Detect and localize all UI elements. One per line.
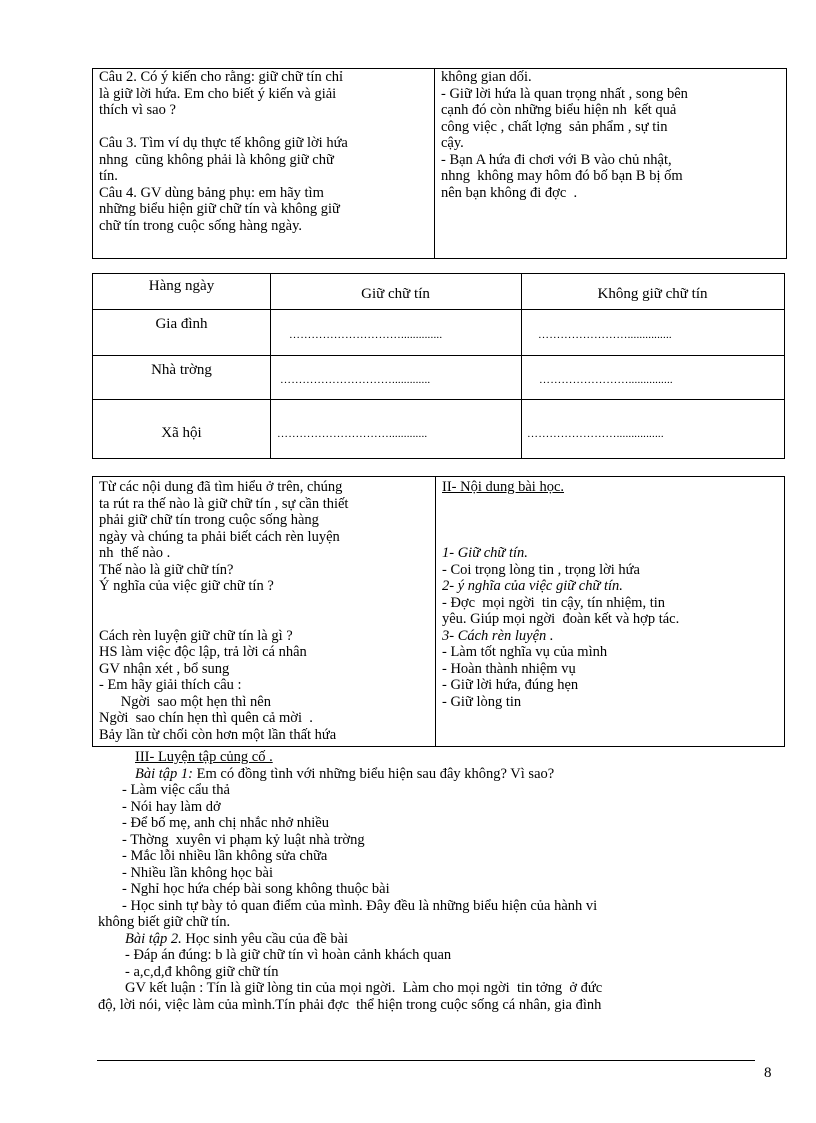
content-line: - Giữ lời hứa, đúng hẹn [442, 677, 579, 693]
row-label-school: Nhà trờng [151, 362, 212, 378]
activity-line: GV nhận xét , bổ sung [99, 660, 230, 677]
content-line: yêu. Giúp mọi ngời đoàn kết và hợp tác. [442, 611, 680, 627]
row-divider [93, 355, 784, 356]
teacher-conclusion: GV kết luận : Tín là giữ lòng tin của mọi ngời. Làm cho mọi ngời tin tởng ở đức [125, 980, 603, 996]
answer-line: công việc , chất lợng sản phẩm , sự tin [441, 118, 668, 135]
exercise-1-item: - Nói hay làm dở [122, 798, 221, 815]
student-view-cont: không biết giữ chữ tín. [98, 914, 231, 930]
question-line: chữ tín trong cuộc sống hàng ngày. [99, 217, 303, 234]
blank-school-keep: …………………………............. [280, 374, 431, 386]
row-divider [93, 399, 784, 400]
blank-society-keep: …………………………............. [277, 428, 428, 440]
activity-line: - Em hãy giải thích câu : [99, 677, 242, 693]
blank-family-keep: ………………………….............. [289, 329, 443, 341]
exercise-1-item: - Làm việc cẩu thả [122, 782, 230, 798]
blank-society-not-keep: ……………………................ [527, 428, 664, 440]
question-line: là giữ lời hứa. Em cho biết ý kiến và giải [99, 85, 337, 102]
header-keep: Giữ chữ tín [361, 286, 430, 302]
activity-line: HS làm việc độc lập, trả lời cá nhân [99, 644, 307, 660]
student-view: - Học sinh tự bày tỏ quan điểm của mình. Đây đều là những biểu hiện của hành vi [122, 897, 598, 914]
header-not-keep: Không giữ chữ tín [597, 286, 708, 302]
content-line: 2- ý nghĩa của việc giữ chữ tín. [442, 578, 623, 594]
activity-line: Bảy lần từ chối còn hơn một lần thất hứa [99, 726, 337, 743]
lesson-content-heading: II- Nội dung bài học. [442, 479, 565, 495]
content-line: - Làm tốt nghĩa vụ của mình [442, 644, 608, 660]
activity-line: Ngời sao một hẹn thì nên [99, 693, 271, 710]
exercise-1: Bài tập 1: Em có đồng tình với những biểu hiện sau đây không? Vì sao? [135, 765, 555, 782]
question-line: những biểu hiện giữ chữ tín và không giữ [99, 201, 340, 217]
row-label-family: Gia đình [155, 316, 208, 332]
section-heading: III- Luyện tập củng cố . [135, 749, 273, 765]
activity-line: nh thế nào . [99, 545, 171, 561]
content-line: - Giữ lòng tin [442, 693, 522, 710]
question-table [92, 68, 787, 259]
answers-column [435, 69, 786, 258]
answer-line: - Bạn A hứa đi chơi với B vào chủ nhật, [441, 151, 672, 168]
question-line: Câu 3. Tìm ví dụ thực tế không giữ lời hứa [99, 135, 348, 151]
activity-line: ta rút ra thế nào là giữ chữ tín , sự cần thiết [99, 495, 349, 512]
activity-line: phải giữ chữ tín trong cuộc sống hàng [99, 512, 319, 528]
question-line: Câu 2. Có ý kiến cho rằng: giữ chữ tín chỉ [99, 69, 344, 85]
practice-section [98, 749, 778, 1013]
content-line: 3- Cách rèn luyện . [442, 627, 554, 644]
answer-line: nên bạn không đi đợc . [441, 184, 578, 201]
answer-line: - Giữ lời hứa là quan trọng nhất , song bên [441, 85, 688, 102]
question-line: thích vì sao ? [99, 102, 176, 118]
page-number: 8 [764, 1065, 772, 1081]
questions-column [93, 69, 435, 258]
exercise-2-item: - Đáp án đúng: b là giữ chữ tín vì hoàn cảnh khách quan [125, 947, 452, 963]
exercise-1-item: - Để bố mẹ, anh chị nhắc nhở nhiều [122, 815, 329, 831]
exercise-1-item: - Mắc lỗi nhiều lần không sửa chữa [122, 848, 328, 864]
footer-rule [97, 1060, 755, 1061]
activity-line [99, 595, 429, 612]
content-line: 1- Giữ chữ tín. [442, 545, 528, 561]
activity-line: Thế nào là giữ chữ tín? [99, 561, 234, 578]
answer-line: cạnh đó còn những biểu hiện nh kết quả [441, 102, 677, 118]
activity-line: Từ các nội dung đã tìm hiểu ở trên, chúng [99, 479, 343, 495]
content-line: - Coi trọng lòng tin , trọng lời hứa [442, 561, 640, 578]
content-line: - Đợc mọi ngời tin cậy, tín nhiệm, tin [442, 594, 666, 611]
teacher-conclusion-cont: độ, lời nói, việc làm của mình.Tín phải đợc thể hiện trong cuộc sống cá nhân, gia đình [98, 996, 602, 1013]
activity-line: ngày và chúng ta phải biết cách rèn luyện [99, 528, 340, 545]
activity-line: Ngời sao chín hẹn thì quên cả mời . [99, 710, 313, 726]
exercise-1-item: - Thờng xuyên vi phạm kỷ luật nhà trờng [122, 831, 365, 848]
exercise-1-item: - Nhiều lần không học bài [122, 864, 274, 881]
blank-family-not-keep: ……………………............... [538, 329, 672, 341]
blank-school-not-keep: ……………………............... [539, 374, 673, 386]
answer-line: không gian dối. [441, 69, 532, 85]
activity-line [99, 611, 429, 628]
answer-line: cậy. [441, 135, 464, 151]
question-line: tín. [99, 168, 118, 184]
activity-line: Ý nghĩa của việc giữ chữ tín ? [99, 578, 274, 594]
answer-line: nhng không may hôm đó bố bạn B bị ốm [441, 168, 683, 184]
content-line: - Hoàn thành nhiệm vụ [442, 660, 576, 677]
exercise-2: Bài tập 2. Học sinh yêu cầu của đề bài [125, 930, 349, 947]
keep-promise-table [92, 273, 785, 459]
activity-line: Cách rèn luyện giữ chữ tín là gì ? [99, 627, 293, 644]
header-daily: Hàng ngày [148, 278, 215, 294]
row-label-society: Xã hội [161, 425, 202, 441]
row-divider [93, 309, 784, 310]
question-line: nhng cũng không phải là không giữ chữ [99, 151, 334, 168]
lesson-content-column [436, 477, 784, 746]
teacher-activity-column [93, 477, 436, 746]
lesson-content-table [92, 476, 785, 747]
question-line: Câu 4. GV dùng bảng phụ: em hãy tìm [99, 184, 324, 201]
exercise-2-item: - a,c,d,đ không giữ chữ tín [125, 963, 279, 980]
question-line [99, 119, 428, 136]
exercise-1-item: - Nghỉ học hứa chép bài song không thuộc bài [122, 881, 390, 897]
